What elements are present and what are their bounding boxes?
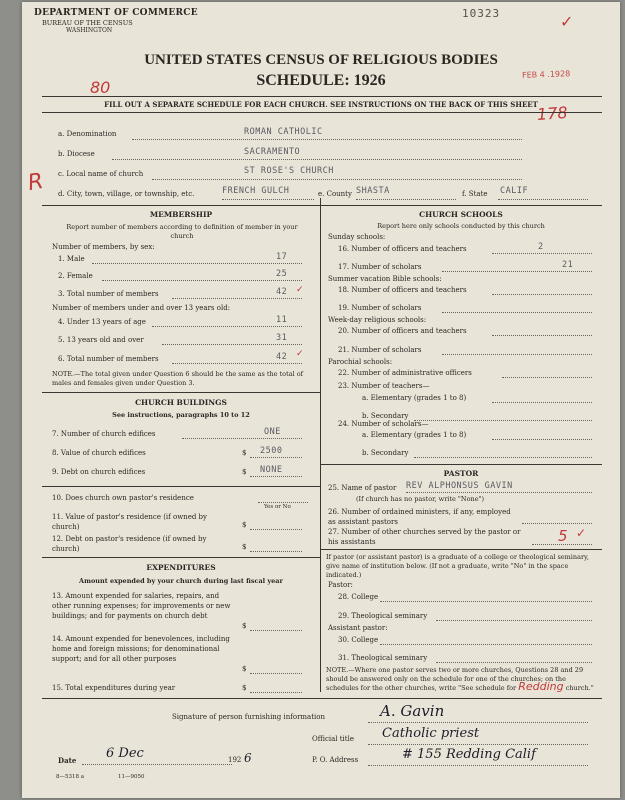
q3-value[interactable]: 42 — [276, 287, 288, 297]
q13-label: 13. Amount expended for salaries, repairs, and other running expenses; for improvements or new buildings; and for payments on church debt — [52, 592, 231, 620]
denomination-label: a. Denomination — [58, 130, 117, 138]
q11-label: 11. Value of pastor's residence (if owned by church) — [52, 513, 207, 531]
q1-label: 1. Male — [58, 255, 85, 263]
q17-value[interactable]: 21 — [562, 260, 574, 270]
q19-label: 19. Number of scholars — [338, 304, 422, 312]
q15-line — [250, 692, 302, 693]
q4-label: 4. Under 13 years of age — [58, 318, 146, 326]
official-title-line — [368, 744, 588, 745]
form-number-2: 11—9050 — [118, 774, 145, 780]
q23a-label: a. Elementary (grades 1 to 8) — [362, 394, 467, 402]
q30-line — [380, 644, 592, 645]
q3-check-mark: ✓ — [296, 285, 304, 295]
q14-dollar: $ — [242, 665, 247, 673]
q10-label: 10. Does church own pastor's residence — [52, 494, 194, 502]
q2-value[interactable]: 25 — [276, 269, 288, 279]
q6-line — [172, 363, 302, 364]
expenditures-rule — [42, 557, 320, 558]
age-intro-label: Number of members under and over 13 years old: — [52, 304, 231, 312]
q8-value[interactable]: 2500 — [260, 446, 283, 456]
q1-value[interactable]: 17 — [276, 252, 288, 262]
church-name-value[interactable]: ST ROSE'S CHURCH — [244, 166, 334, 176]
q4-line — [152, 326, 302, 327]
q12-line — [250, 551, 302, 552]
q4-value[interactable]: 11 — [276, 315, 288, 325]
bureau-city: WASHINGTON — [66, 27, 113, 34]
church-name-line — [152, 179, 522, 180]
final-note-text: NOTE.—Where one pastor serves two or more churches, Questions 28 and 29 should be answered only on the schedule for one of the churches; on the schedules for the other churches, write "See schedule for — [326, 666, 584, 692]
form-number: 8—5318 a — [56, 774, 85, 780]
membership-note: NOTE.—The total given under Question 6 should be the same as the total of males and females given under Question 3. — [52, 370, 304, 387]
yes-no-hint: Yes or No — [264, 504, 291, 510]
q31-line — [436, 662, 592, 663]
handwritten-number-80: 80 — [90, 78, 111, 97]
q23b-line — [414, 420, 592, 421]
residence-rule — [42, 486, 320, 487]
county-value[interactable]: SHASTA — [356, 186, 390, 196]
membership-heading: MEMBERSHIP — [149, 210, 213, 219]
q6-value[interactable]: 42 — [276, 352, 288, 362]
date-value[interactable]: 6 Dec — [106, 746, 144, 761]
q2-line — [102, 280, 302, 281]
q13-line — [250, 630, 302, 631]
q24b-label: b. Secondary — [362, 449, 409, 457]
header-rule-top — [42, 96, 602, 97]
department-name: DEPARTMENT OF COMMERCE — [34, 8, 198, 18]
q24a-line — [492, 439, 592, 440]
diocese-label: b. Diocese — [58, 150, 95, 158]
final-note-church[interactable]: Redding — [518, 680, 564, 693]
sunday-label: Sunday schools: — [328, 233, 386, 241]
q30-label: 30. College — [338, 636, 379, 644]
church-name-label: c. Local name of church — [58, 170, 144, 178]
official-title-label: Official title — [312, 735, 354, 743]
date-label: Date — [58, 756, 77, 765]
q27-check-mark: ✓ — [576, 526, 587, 540]
schools-intro: Report here only schools conducted by this church — [377, 222, 545, 230]
schedule-title: SCHEDULE: 1926 — [256, 72, 386, 89]
q11-dollar: $ — [242, 521, 247, 529]
q16-label: 16. Number of officers and teachers — [338, 245, 467, 253]
po-address-line — [368, 765, 588, 766]
po-address-label: P. O. Address — [312, 756, 359, 764]
q7-label: 7. Number of church edifices — [52, 430, 156, 438]
expenditures-sub: Amount expended by your church during last fiscal year — [79, 577, 283, 585]
q24-label: 24. Number of scholars— — [338, 420, 429, 428]
signature-rule — [42, 698, 602, 699]
pastor-heading: PASTOR — [443, 469, 479, 478]
q5-line — [162, 344, 302, 345]
q29-label: 29. Theological seminary — [338, 612, 428, 620]
q25-note: (If church has no pastor, write "None") — [356, 495, 485, 503]
check-mark-top: ✓ — [560, 12, 574, 31]
buildings-sub: See instructions, paragraphs 10 to 12 — [112, 411, 250, 419]
column-divider — [320, 198, 321, 692]
serial-number: 10323 — [462, 7, 501, 20]
section-rule — [42, 205, 602, 206]
header-rule-bottom — [42, 112, 602, 113]
assistant-label: Assistant pastor: — [328, 624, 388, 632]
city-label: d. City, town, village, or township, etc. — [58, 190, 195, 198]
membership-intro: Report number of members according to definition of member in your church — [66, 223, 298, 240]
grad-note: If pastor (or assistant pastor) is a graduate of a college or theological seminary, give name of institution below. (If not a graduate, write "No" in the space indicated.) — [326, 553, 589, 579]
diocese-line — [112, 159, 522, 160]
q25-label: 25. Name of pastor — [328, 484, 397, 492]
q7-value[interactable]: ONE — [264, 427, 281, 437]
buildings-heading: CHURCH BUILDINGS — [135, 398, 227, 407]
state-label: f. State — [462, 190, 488, 198]
q9-value[interactable]: NONE — [260, 465, 283, 475]
q31-label: 31. Theological seminary — [338, 654, 428, 662]
q1-line — [92, 263, 302, 264]
bureau-name: BUREAU OF THE CENSUS — [42, 19, 133, 27]
q8-dollar: $ — [242, 449, 247, 457]
q5-label: 5. 13 years old and over — [58, 336, 144, 344]
q12-dollar: $ — [242, 543, 247, 551]
q20-label: 20. Number of officers and teachers — [338, 327, 467, 335]
po-address-value[interactable]: # 155 Redding Calif — [402, 747, 536, 762]
parochial-label: Parochial schools: — [328, 358, 393, 366]
q15-label: 15. Total expenditures during year — [52, 684, 176, 692]
weekday-label: Week-day religious schools: — [328, 316, 427, 324]
year-prefix: 192 — [228, 756, 242, 764]
received-date-stamp: FEB 4 .1928 — [521, 69, 571, 80]
q13-dollar: $ — [242, 622, 247, 630]
county-line — [356, 199, 456, 200]
handwritten-number-178: 178 — [536, 102, 569, 125]
census-schedule-sheet — [22, 2, 620, 798]
q22-line — [502, 377, 592, 378]
q28-label: 28. College — [338, 593, 379, 601]
signature-line — [368, 722, 588, 723]
q9-label: 9. Debt on church edifices — [52, 468, 146, 476]
q27-value[interactable]: 5 — [558, 527, 568, 545]
q5-value[interactable]: 31 — [276, 333, 288, 343]
q7-line — [182, 438, 302, 439]
buildings-rule — [42, 392, 320, 393]
q8-label: 8. Value of church edifices — [52, 449, 146, 457]
county-label: e. County — [318, 190, 352, 198]
form-title: UNITED STATES CENSUS OF RELIGIOUS BODIES — [144, 52, 498, 68]
q28-line — [380, 601, 592, 602]
city-line — [222, 199, 314, 200]
q23b-label: b. Secondary — [362, 412, 409, 420]
denomination-value[interactable]: ROMAN CATHOLIC — [244, 127, 323, 137]
q9-dollar: $ — [242, 468, 247, 476]
q8-line — [250, 457, 302, 458]
q9-line — [250, 476, 302, 477]
official-title-value[interactable]: Catholic priest — [382, 726, 480, 741]
q27-label: 27. Number of other churches served by the pastor or his assistants — [328, 528, 521, 546]
signature-label: Signature of person furnishing information — [172, 713, 326, 721]
q14-line — [250, 673, 302, 674]
q6-check-mark: ✓ — [296, 349, 304, 359]
handwritten-letter-r: R — [25, 168, 46, 197]
q16-value[interactable]: 2 — [538, 242, 544, 252]
pastor-final-note — [326, 666, 600, 693]
q3-line — [172, 298, 302, 299]
q14-label: 14. Amount expended for benevolences, including home and foreign missions; for denominational support; and for all other purposes — [52, 635, 230, 663]
city-value[interactable]: FRENCH GULCH — [222, 186, 290, 196]
q18-label: 18. Number of officers and teachers — [338, 286, 467, 294]
q21-line — [442, 354, 592, 355]
schools-heading: CHURCH SCHOOLS — [419, 210, 503, 219]
expenditures-heading: EXPENDITURES — [146, 563, 216, 572]
grad-rule — [320, 549, 602, 550]
q16-line — [492, 253, 592, 254]
q25-line — [406, 492, 592, 493]
q12-label: 12. Debt on pastor's residence (if owned by church) — [52, 535, 207, 553]
q24a-label: a. Elementary (grades 1 to 8) — [362, 431, 467, 439]
q15-dollar: $ — [242, 684, 247, 692]
q17-line — [442, 271, 592, 272]
q17-label: 17. Number of scholars — [338, 263, 422, 271]
q6-label: 6. Total number of members — [58, 355, 159, 363]
q20-line — [492, 335, 592, 336]
state-line — [498, 199, 588, 200]
instruction-line: FILL OUT A SEPARATE SCHEDULE FOR EACH CHURCH. SEE INSTRUCTIONS ON THE BACK OF THIS SHEET — [104, 100, 538, 109]
q22-label: 22. Number of administrative officers — [338, 369, 472, 377]
q26-line — [522, 523, 592, 524]
diocese-value[interactable]: SACRAMENTO — [244, 147, 301, 157]
by-sex-label: Number of members, by sex: — [52, 243, 155, 251]
year-digit[interactable]: 6 — [244, 751, 252, 765]
q23a-line — [492, 402, 592, 403]
state-value[interactable]: CALIF — [500, 186, 529, 196]
pastor-sub-label: Pastor: — [328, 581, 353, 589]
q24b-line — [414, 457, 592, 458]
q19-line — [442, 312, 592, 313]
q18-line — [492, 294, 592, 295]
q3-label: 3. Total number of members — [58, 290, 159, 298]
final-note-tail: church." — [565, 684, 594, 692]
pastor-rule — [320, 464, 602, 465]
q25-value[interactable]: REV ALPHONSUS GAVIN — [406, 481, 513, 491]
signature-value[interactable]: A. Gavin — [380, 702, 445, 720]
denomination-line — [132, 139, 522, 140]
q23-label: 23. Number of teachers— — [338, 382, 430, 390]
q11-line — [250, 529, 302, 530]
q2-label: 2. Female — [58, 272, 93, 280]
summer-label: Summer vacation Bible schools: — [328, 275, 442, 283]
q21-label: 21. Number of scholars — [338, 346, 422, 354]
q10-line — [258, 502, 308, 503]
date-line — [82, 764, 232, 765]
q29-line — [436, 620, 592, 621]
q26-label: 26. Number of ordained ministers, if any, employed as assistant pastors — [328, 508, 511, 526]
